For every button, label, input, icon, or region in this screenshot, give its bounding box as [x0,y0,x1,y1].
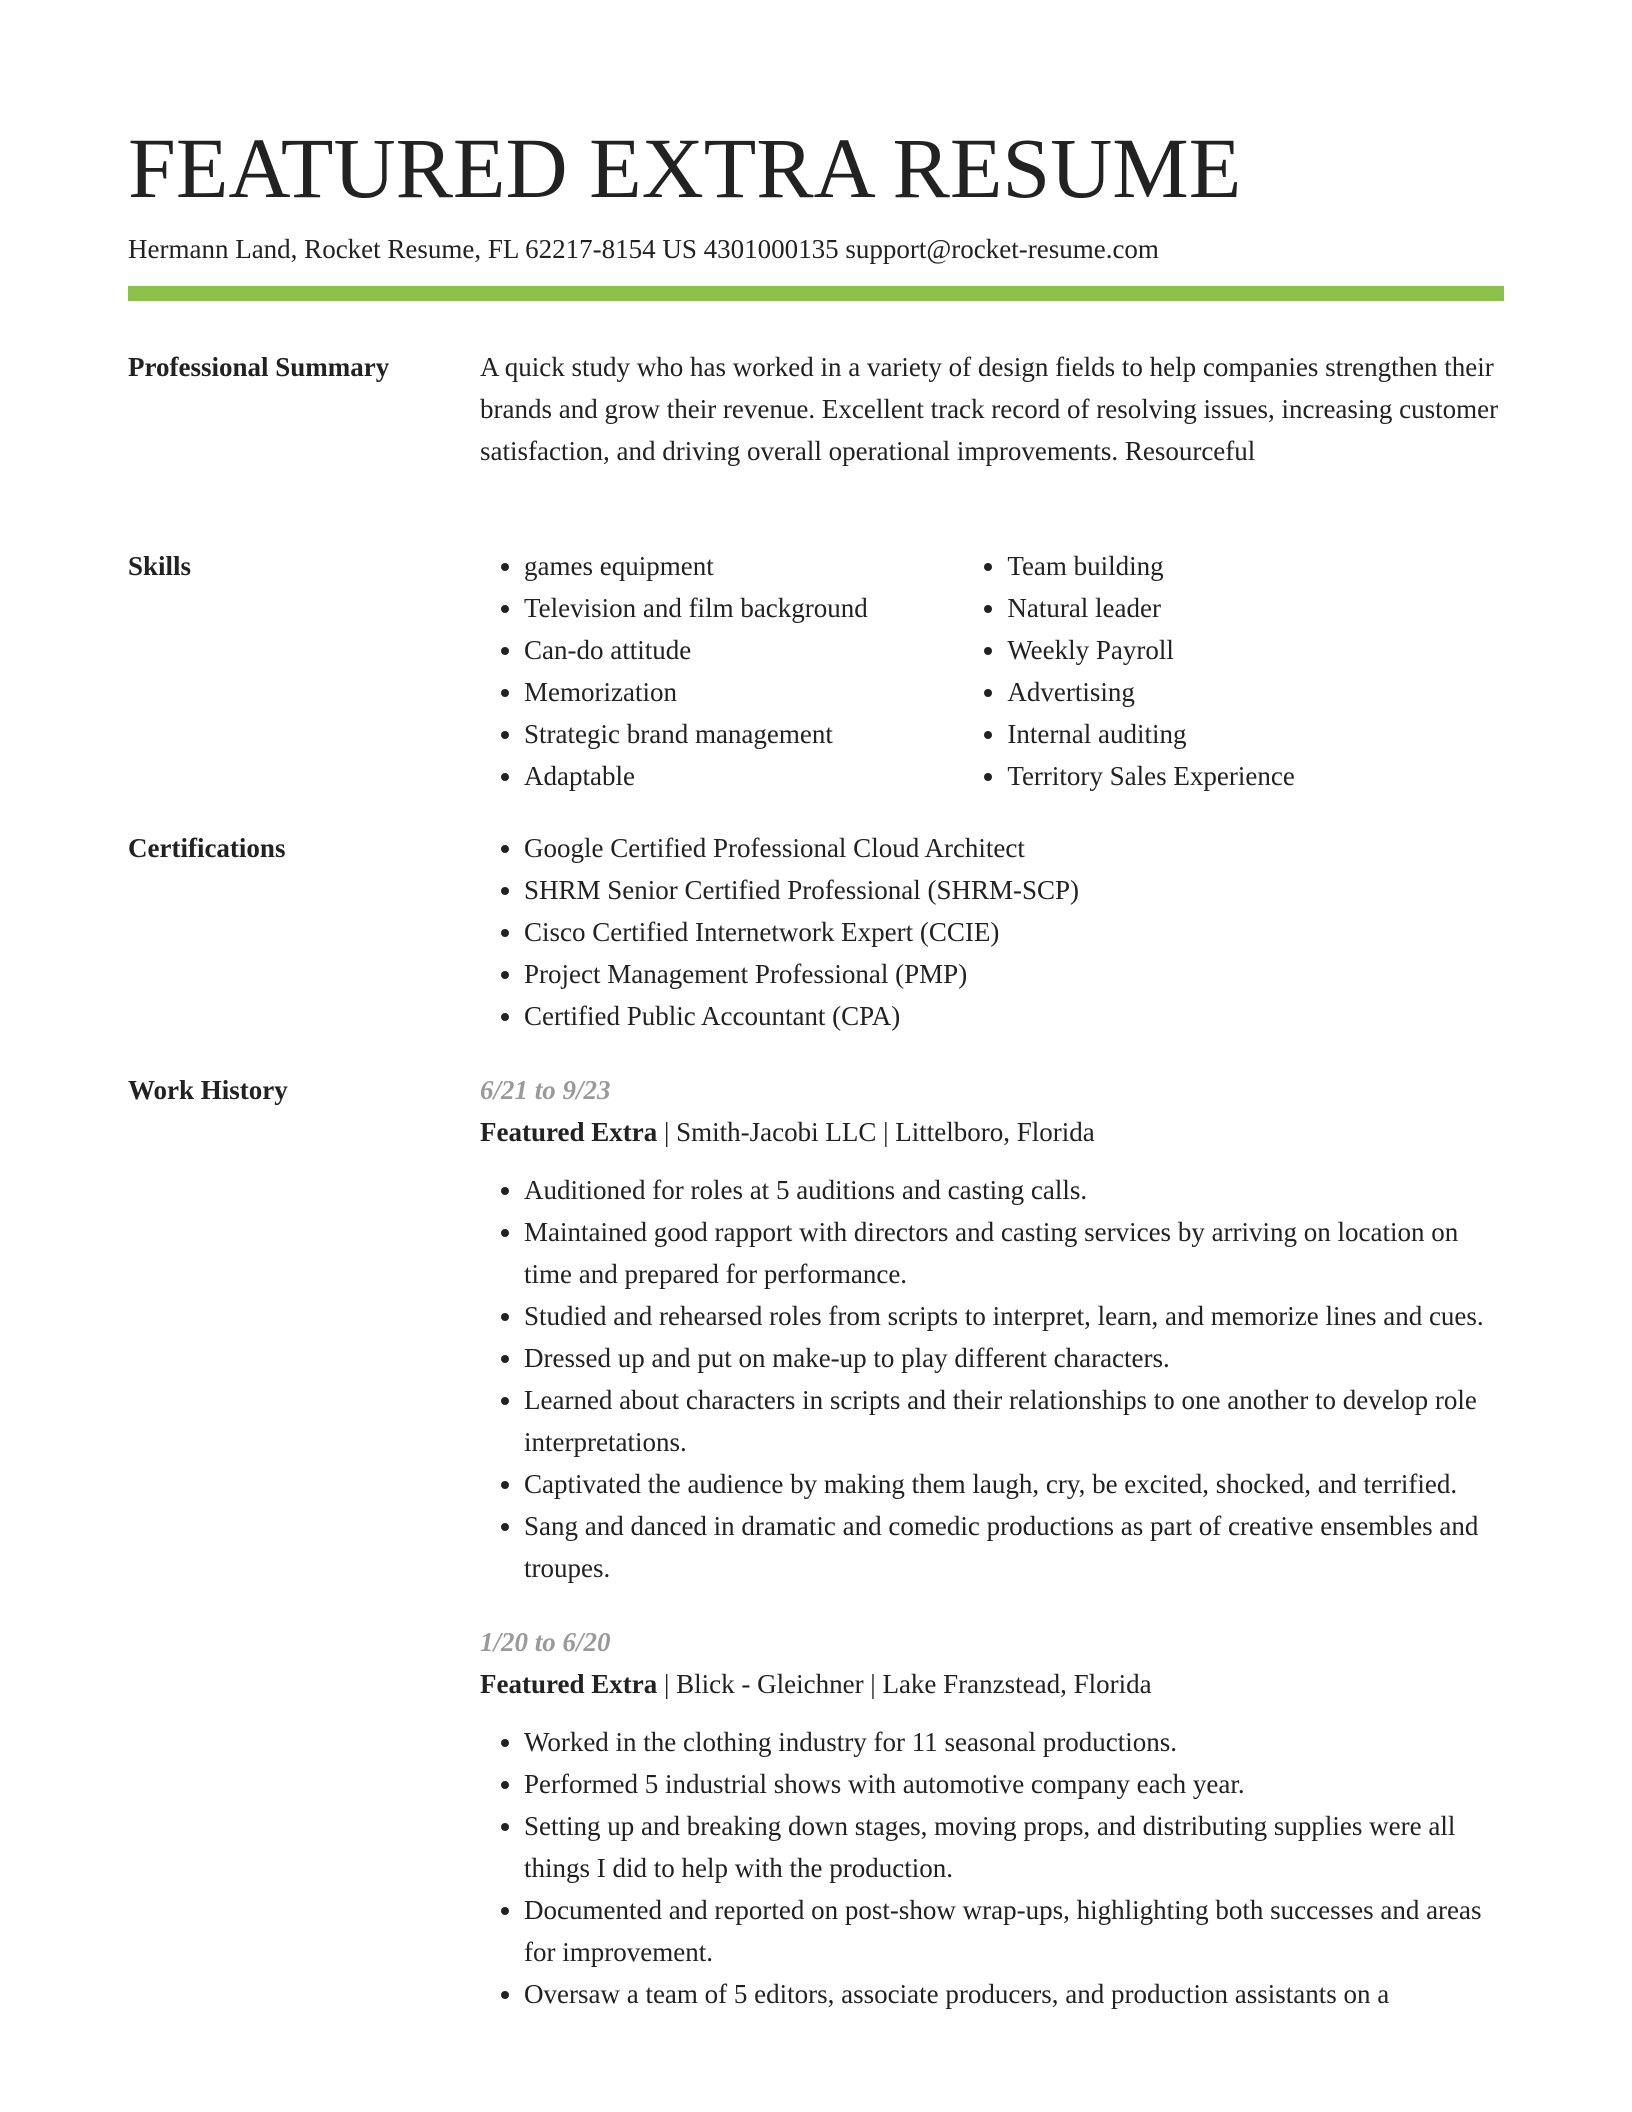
skill-item: • Can-do attitude [524,629,963,671]
certification-item: • Cisco Certified Internetwork Expert (CCIE) [524,911,1504,953]
skill-item: • Territory Sales Experience [1007,755,1504,797]
work-history-body [480,1069,1504,2015]
job-dates: 1/20 to 6/20 [480,1627,611,1657]
skill-item: • games equipment [524,545,963,587]
certification-item: • SHRM Senior Certified Professional (SHRM-SCP) [524,869,1504,911]
job-heading [480,1663,1504,1705]
job-heading [480,1111,1504,1153]
job-bullet: • Auditioned for roles at 5 auditions and casting calls. [524,1169,1504,1211]
job-dates: 6/21 to 9/23 [480,1075,611,1105]
section-title-skills: Skills [128,551,192,581]
job-title: Featured Extra [480,1117,658,1147]
certification-item: • Certified Public Accountant (CPA) [524,995,1504,1037]
job-bullet: • Setting up and breaking down stages, moving props, and distributing supplies were all things I did to help with the production. [524,1805,1504,1889]
job-bullet: • Performed 5 industrial shows with automotive company each year. [524,1763,1504,1805]
skills-body [480,545,1504,797]
contact-line: Hermann Land, Rocket Resume, FL 62217-8154 US 4301000135 support@rocket-resume.com [128,234,1159,264]
section-title-work-history: Work History [128,1075,288,1105]
job-entry [480,1069,1504,1589]
job-bullets [480,1169,1504,1589]
certification-item: • Google Certified Professional Cloud Architect [524,827,1504,869]
job-bullet: • Learned about characters in scripts and their relationships to one another to develop role interpretations. [524,1379,1504,1463]
certifications-body [480,827,1504,1037]
skill-item: • Natural leader [1007,587,1504,629]
certification-item: • Project Management Professional (PMP) [524,953,1504,995]
skill-item: • Memorization [524,671,963,713]
job-entry [480,1621,1504,2015]
skills-list-left [480,545,963,797]
section-title-certifications: Certifications [128,833,286,863]
job-bullet: • Maintained good rapport with directors and casting services by arriving on location on time and prepared for performance. [524,1211,1504,1295]
job-bullet: • Studied and rehearsed roles from scripts to interpret, learn, and memorize lines and cues. [524,1295,1504,1337]
skill-item: • Team building [1007,545,1504,587]
skill-item: • Television and film background [524,587,963,629]
summary-body [480,346,1504,472]
section-title-summary: Professional Summary [128,352,390,382]
skill-item: • Weekly Payroll [1007,629,1504,671]
skill-item: • Advertising [1007,671,1504,713]
job-bullet: • Captivated the audience by making them laugh, cry, be excited, shocked, and terrified. [524,1463,1504,1505]
job-bullet: • Dressed up and put on make-up to play different characters. [524,1337,1504,1379]
skills-list-right [963,545,1504,797]
skill-item: • Adaptable [524,755,963,797]
resume-title: FEATURED EXTRA RESUME [128,120,1242,216]
job-bullet: • Sang and danced in dramatic and comedic productions as part of creative ensembles and troupes. [524,1505,1504,1589]
job-details: | Smith-Jacobi LLC | Littelboro, Florida [657,1117,1095,1147]
skill-item: • Internal auditing [1007,713,1504,755]
summary-text: A quick study who has worked in a variety of design fields to help companies strengthen their brands and grow their revenue. Excellent track record of resolving issues, increasing customer satisfaction, and driving overall operational improvements. Resourceful [480,352,1499,466]
job-bullet: • Worked in the clothing industry for 11 seasonal productions. [524,1721,1504,1763]
job-bullets [480,1721,1504,2015]
job-details: | Blick - Gleichner | Lake Franzstead, Florida [657,1669,1152,1699]
job-bullet: • Oversaw a team of 5 editors, associate producers, and production assistants on a [524,1973,1504,2015]
skill-item: • Strategic brand management [524,713,963,755]
job-title: Featured Extra [480,1669,658,1699]
header-divider [128,286,1504,301]
certifications-list [480,827,1504,1037]
job-bullet: • Documented and reported on post-show wrap-ups, highlighting both successes and areas for improvement. [524,1889,1504,1973]
